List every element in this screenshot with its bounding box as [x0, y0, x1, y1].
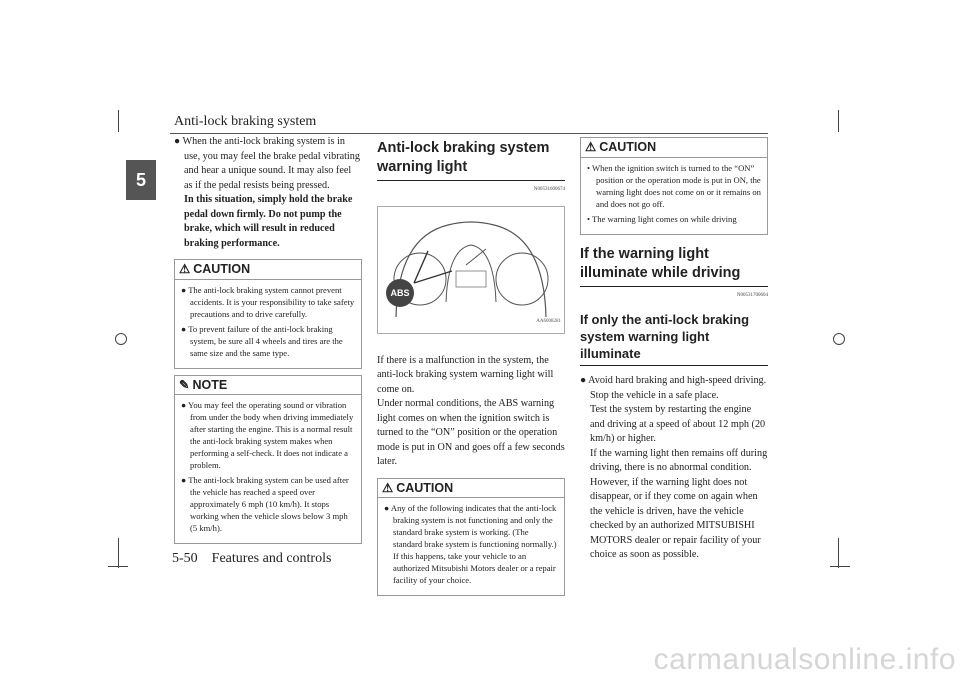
- paragraph: Under normal conditions, the ABS warning light comes on when the ignition switch is turned to the “ON” position or the operation mode is put in ON and goes off a few seconds later.: [377, 398, 565, 467]
- crop-mark: [838, 538, 839, 568]
- document-number: N00531700604: [736, 292, 768, 298]
- bold-warning-text: In this situation, simply hold the brake pedal down firmly. Do not pump the brake, which will result in reduced braking performance.: [184, 194, 353, 249]
- instruction-bullet-text: Avoid hard braking and high-speed driving. Stop the vehicle in a safe place.: [588, 375, 767, 401]
- caution-body: [581, 158, 767, 234]
- caution-header: [378, 479, 564, 499]
- paragraph: If the warning light then remains off during driving, there is no abnormal condition.: [590, 447, 768, 473]
- page-footer: [172, 551, 331, 567]
- instruction-bullet: ● Avoid hard braking and high-speed driving. Stop the vehicle in a safe place.: [580, 375, 767, 401]
- instrument-cluster-illustration: [377, 206, 565, 334]
- caution-item-text: The anti-lock braking system cannot prevent accidents. It is your responsibility to take safety precautions and to drive carefully.: [188, 284, 355, 319]
- note-item-text: You may feel the operating sound or vibration from under the body when driving immediately after starting the engine. This is a normal result the anti-lock braking system makes when performing a self-check. It does not indicate a problem.: [188, 400, 354, 470]
- page-header: Anti-lock braking system: [174, 114, 317, 129]
- crop-mark: [118, 538, 119, 568]
- caution-label: CAUTION: [193, 262, 251, 276]
- caution-header: [175, 260, 361, 280]
- footer-section: Features and controls: [211, 551, 332, 566]
- warning-triangle-icon: ⚠: [585, 140, 597, 154]
- note-item: ● You may feel the operating sound or vibration from under the body when driving immediately after starting the engine. This is a normal result the anti-lock braking system makes when performing a self-check. It does not indicate a problem.: [181, 400, 354, 470]
- column-2: [377, 135, 565, 596]
- warning-triangle-icon: ⚠: [179, 262, 191, 276]
- section-title: Anti-lock braking system warning light: [377, 139, 565, 181]
- chapter-tab: 5: [126, 160, 156, 200]
- intro-bullet-text: When the anti-lock braking system is in use, you may feel the brake pedal vibrating and hear a unique sound. It may also feel as if the pedal resists being pressed.: [182, 136, 360, 191]
- caution-body: [378, 498, 564, 595]
- registration-mark-left: [115, 333, 127, 345]
- registration-mark-right: [833, 333, 845, 345]
- caution-box: [377, 478, 565, 597]
- paragraph: However, if the warning light does not disappear, or if they come on again when the vehicle is driven, have the vehicle checked by an authorized MITSUBISHI MOTORS dealer or repair facility of your choice as soon as possible.: [590, 476, 761, 560]
- image-code: AA6008281: [536, 319, 561, 324]
- caution-item: ● To prevent failure of the anti-lock braking system, be sure all 4 wheels and tires are the same size and the same type.: [181, 323, 343, 358]
- note-item-text: The anti-lock braking system can be used after the vehicle has reached a speed over approximately 6 mph (10 km/h). It stops working when the vehicle slows below 3 mph (5 km/h).: [188, 475, 349, 533]
- note-box: [174, 375, 362, 545]
- caution-item: • When the ignition switch is turned to the “ON” position or the operation mode is put in ON, the warning light does not come on or it remains on and does not go off.: [587, 162, 761, 209]
- paragraph: Test the system by restarting the engine and driving at a speed of about 12 mph (20 km/h) or higher.: [590, 404, 766, 444]
- section-title: If the warning light illuminate while driving: [580, 245, 768, 287]
- caution-item: ● The anti-lock braking system cannot prevent accidents. It is your responsibility to take safety precautions and to drive carefully.: [181, 284, 355, 319]
- paragraph: If there is a malfunction in the system, the anti-lock braking system warning light will come on.: [377, 354, 554, 395]
- crop-mark: [838, 110, 839, 132]
- warning-triangle-icon: ⚠: [382, 480, 394, 495]
- pencil-icon: ✎: [179, 377, 190, 392]
- caution-item-text: Any of the following indicates that the anti-lock braking system is not functioning and only the standard brake system is working. (The standard brake system is functioning normally.) If this happens, take your vehicle to an authorized Mitsubishi Motors dealer or a repair facility of your choice.: [390, 503, 557, 585]
- page-number: 5-50: [172, 551, 198, 566]
- caution-box: [174, 259, 362, 369]
- intro-bullet: ● When the anti-lock braking system is in use, you may feel the brake pedal vibrating and hear a unique sound. It may also feel as if the pedal resists being pressed.: [174, 136, 360, 191]
- crop-mark: [118, 110, 119, 132]
- column-1: [174, 135, 362, 544]
- note-header: [175, 376, 361, 396]
- caution-item: ● Any of the following indicates that the anti-lock braking system is not functioning and only the standard brake system is working. (The standard brake system is functioning normally.) If this happens, take your vehicle to an authorized Mitsubishi Motors dealer or a repair facility of your choice.: [384, 503, 557, 585]
- instrument-cluster-drawing: [378, 207, 564, 333]
- document-number: N00531600674: [533, 187, 565, 192]
- column-3: [580, 135, 768, 563]
- note-item: ● The anti-lock braking system can be used after the vehicle has reached a speed over approximately 6 mph (10 km/h). It stops working when the vehicle slows below 3 mph (5 km/h).: [181, 475, 349, 533]
- note-body: [175, 395, 361, 543]
- crop-mark: [108, 566, 128, 567]
- caution-item-text: To prevent failure of the anti-lock braking system, be sure all 4 wheels and tires are the same size and the same type.: [188, 323, 343, 358]
- watermark: carmanualsonline.info: [653, 643, 956, 676]
- note-label: NOTE: [192, 377, 228, 392]
- caution-item: • The warning light comes on while driving: [587, 213, 737, 224]
- caution-box: [580, 137, 768, 235]
- caution-label: CAUTION: [599, 140, 657, 154]
- caution-body: [175, 280, 361, 368]
- caution-label: CAUTION: [396, 480, 454, 495]
- header-rule: [170, 133, 768, 134]
- crop-mark: [830, 566, 850, 567]
- subsection-title: If only the anti-lock braking system warning light illuminate: [580, 311, 768, 366]
- abs-warning-icon: ABS: [390, 287, 410, 298]
- caution-header: [581, 138, 767, 158]
